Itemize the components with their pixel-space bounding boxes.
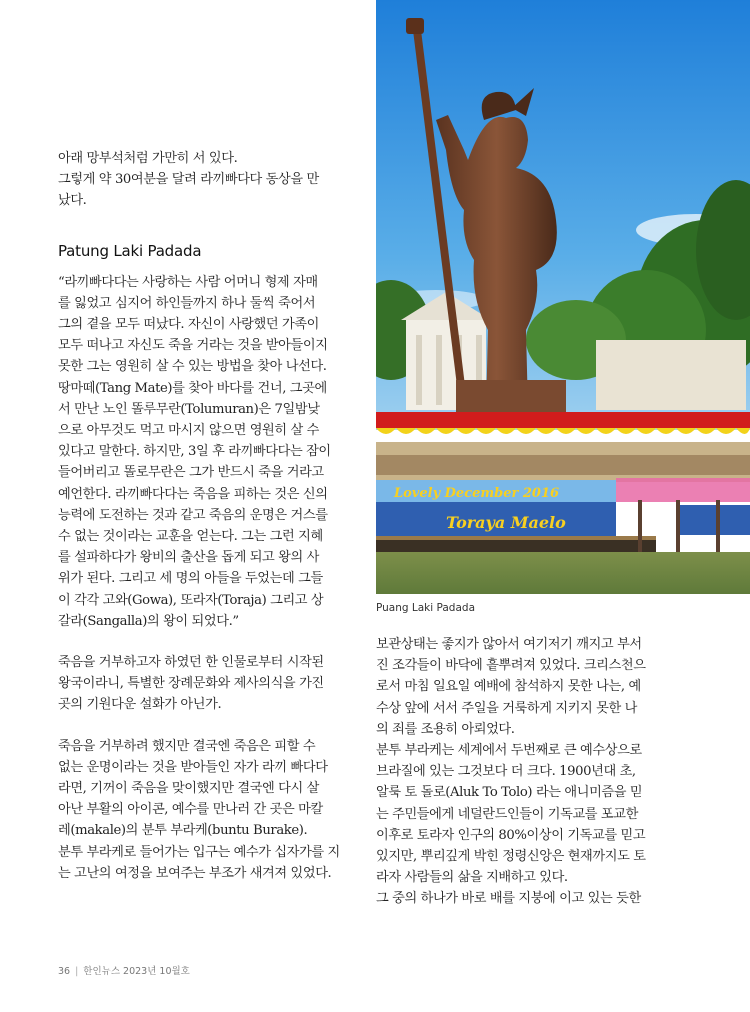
text-line: 를 잃었고 심지어 하인들까지 하나 둘씩 죽어서 (58, 295, 316, 311)
text-line: 갈라(Sangalla)의 왕이 되었다.” (58, 613, 239, 629)
photo-caption: Puang Laki Padada (376, 602, 476, 614)
text-line: 왕국이라니, 특별한 장례문화와 제사의식을 가진 (58, 676, 324, 692)
text-line: 레(makale)의 분투 부라케(buntu Burake). (58, 823, 308, 839)
text-line: 보관상태는 좋지가 않아서 여기저기 깨지고 부서 (376, 637, 642, 652)
text-line: 못한 그는 영원히 살 수 있는 방법을 찾아 나선다. (58, 359, 327, 375)
banner-line2: Toraya Maelo (446, 513, 566, 532)
text-line: 는 주민들에게 네덜란드인들이 기독교를 포교한 (376, 806, 638, 822)
footer-separator: | (75, 966, 79, 977)
right-column (376, 634, 676, 910)
text-line: 수 없는 것이라는 교훈을 얻는다. 그는 그런 지혜 (58, 529, 323, 545)
text-line: 아래 망부석처럼 가만히 서 있다. (58, 151, 238, 166)
kingdom-paragraph (58, 652, 358, 716)
text-line: 그의 곁을 모두 떠났다. 자신이 사랑했던 가족이 (58, 317, 319, 333)
text-line: 있다고 말한다. 하지만, 3일 후 라끼빠다다는 잠이 (58, 444, 331, 460)
publication-title: 한인뉴스 2023년 10월호 (83, 966, 190, 977)
text-line: 모두 떠나고 자신도 죽을 거라는 것을 받아들이지 (58, 338, 328, 354)
legend-paragraph (58, 272, 358, 632)
text-line: 없는 운명이라는 것을 받아들인 자가 라끼 빠다다 (58, 759, 328, 775)
text-line: 그 중의 하나가 바로 배를 지붕에 이고 있는 듯한 (376, 891, 641, 907)
text-line: 라자 사람들의 삶을 지배하고 있다. (376, 870, 568, 886)
text-line: 브라질에 있는 그것보다 더 크다. 1900년대 초, (376, 764, 636, 780)
text-line: 으로 아무것도 먹고 마시지 않으면 영원히 살 수 (58, 423, 319, 439)
text-line: 는 고난의 여정을 보여주는 부조가 새겨져 있었다. (58, 865, 332, 881)
text-line: 분투 부라케는 세계에서 두번째로 큰 예수상으로 (376, 743, 642, 759)
text-line: 서 만난 노인 똘루무란(Tolumuran)은 7일밤낮 (58, 401, 320, 417)
text-line: 이 각각 고와(Gowa), 또라자(Toraja) 그리고 상 (58, 592, 324, 608)
intro-paragraph (58, 148, 358, 212)
text-line: 의 죄를 조용히 아뢰었다. (376, 721, 515, 737)
text-line: 있지만, 뿌리깊게 박힌 정령신앙은 현재까지도 토 (376, 849, 646, 865)
text-line: 났다. (58, 193, 87, 209)
text-line: 위가 된다. 그리고 세 명의 아들을 두었는데 그들 (58, 571, 323, 587)
text-line: 알룩 토 돌로(Aluk To Tolo) 라는 애니미즘을 믿 (376, 785, 643, 801)
text-line: 예언한다. 라끼빠다다는 죽음을 피하는 것은 신의 (58, 486, 328, 502)
text-line: 를 설파하다가 왕비의 출산을 돕게 되고 왕의 사 (58, 550, 319, 566)
text-line: 이후로 토라자 인구의 80%이상이 기독교를 믿고 (376, 827, 646, 843)
text-line: 수상 앞에 서서 주일을 거룩하게 지키지 못한 나 (376, 700, 637, 716)
text-line: 능력에 도전하는 것과 같고 죽음의 운명은 거스를 (58, 507, 328, 523)
statue-photo (376, 0, 750, 594)
text-line: 그렇게 약 30여분을 달려 라끼빠다다 동상을 만 (58, 172, 319, 188)
text-line: 로서 마침 일요일 예배에 참석하지 못한 나는, 예 (376, 679, 641, 695)
text-line: 죽음을 거부하고자 하였던 한 인물로부터 시작된 (58, 655, 324, 671)
text-line: 라면, 기꺼이 죽음을 맞이했지만 결국엔 다시 살 (58, 781, 319, 797)
section-heading: Patung Laki Padada (58, 241, 202, 260)
text-line: 곳의 기원다운 설화가 아닌가. (58, 697, 222, 713)
text-line: 들어버리고 똘로무란은 그가 반드시 죽을 거라고 (58, 465, 324, 481)
text-line: 진 조각들이 바닥에 흩뿌려져 있었다. 크리스천으 (376, 658, 646, 674)
burake-paragraph (58, 736, 358, 884)
banner-line1: Lovely December 2016 (394, 486, 560, 501)
left-column (58, 148, 358, 884)
page-number: 36 (58, 966, 71, 977)
text-line: 분투 부라케로 들어가는 입구는 예수가 십자가를 지 (58, 844, 340, 860)
text-line: 아난 부활의 아이콘, 예수를 만나러 간 곳은 마칼 (58, 802, 323, 818)
page-footer (58, 963, 190, 977)
text-line: 죽음을 거부하려 했지만 결국엔 죽음은 피할 수 (58, 738, 316, 754)
text-line: 땅마떼(Tang Mate)를 찾아 바다를 건너, 그곳에 (58, 380, 327, 396)
text-line: “라끼빠다다는 사랑하는 사람 어머니 형제 자매 (58, 274, 318, 290)
